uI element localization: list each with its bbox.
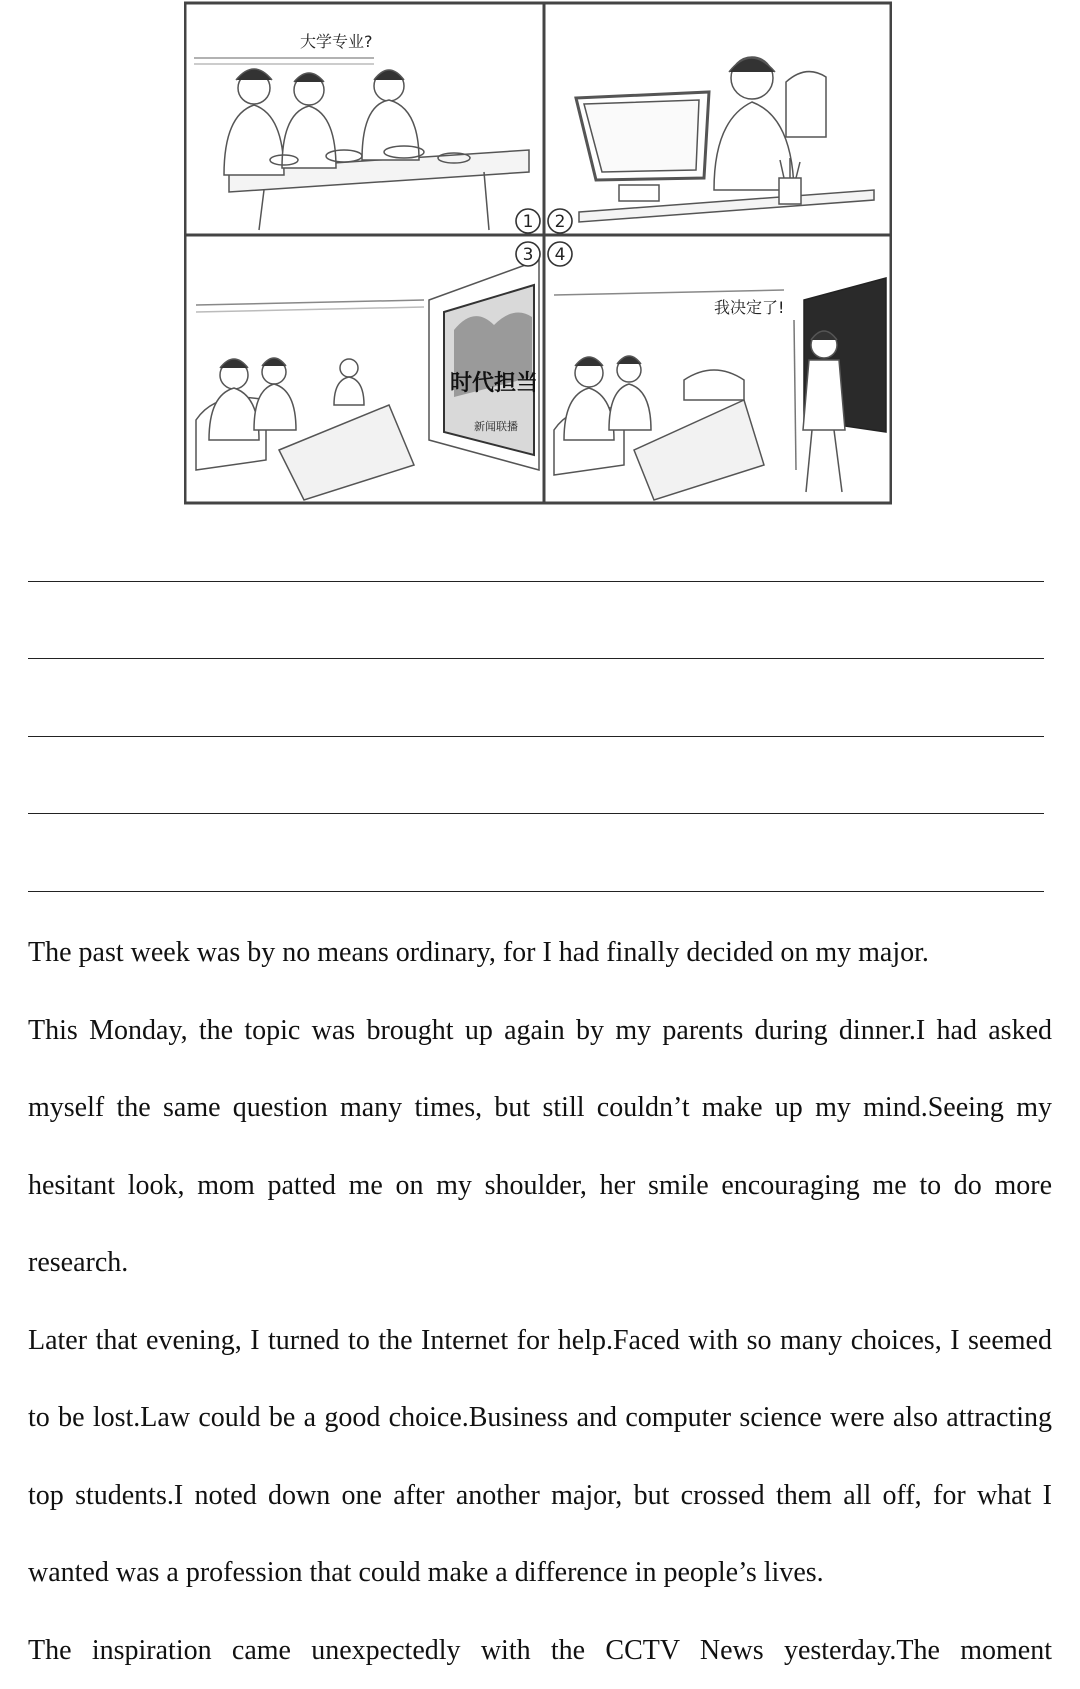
- panel-number-3: 3: [523, 245, 534, 265]
- tv-headline-text: 时代担当: [450, 370, 538, 396]
- panel-number-4: 4: [555, 245, 566, 265]
- essay-paragraph-4: The inspiration came unexpectedly with the CCTV News yesterday.The moment: [28, 1612, 1052, 1689]
- answer-line: [28, 813, 1044, 814]
- panel-1-caption: 大学专业?: [300, 32, 373, 51]
- answer-line: [28, 581, 1044, 582]
- essay-paragraph-2: This Monday, the topic was brought up again by my parents during dinner.I had asked myself the same question many times, but still couldn’t make up my mind.Seeing my hesitant look, mom patted me on my shoulder, her smile encouraging me to do more research.: [28, 992, 1052, 1302]
- answer-line: [28, 891, 1044, 892]
- answer-line: [28, 658, 1044, 659]
- essay-body: [28, 914, 1052, 1689]
- panel-4-speech-text: 我决定了!: [714, 298, 784, 317]
- panel-number-2: 2: [555, 212, 566, 232]
- panel-number-1: 1: [523, 212, 534, 232]
- essay-paragraph-1: The past week was by no means ordinary, for I had finally decided on my major.: [28, 914, 1052, 992]
- comic-illustration: [184, 0, 892, 507]
- tv-channel-text: 新闻联播: [474, 419, 518, 433]
- answer-line: [28, 736, 1044, 737]
- essay-paragraph-3: Later that evening, I turned to the Internet for help.Faced with so many choices, I seemed to be lost.Law could be a good choice.Business and computer science were also attracting top students.I noted down one after another major, but crossed them all off, for what I wanted was a profession that could make a difference in people’s lives.: [28, 1302, 1052, 1612]
